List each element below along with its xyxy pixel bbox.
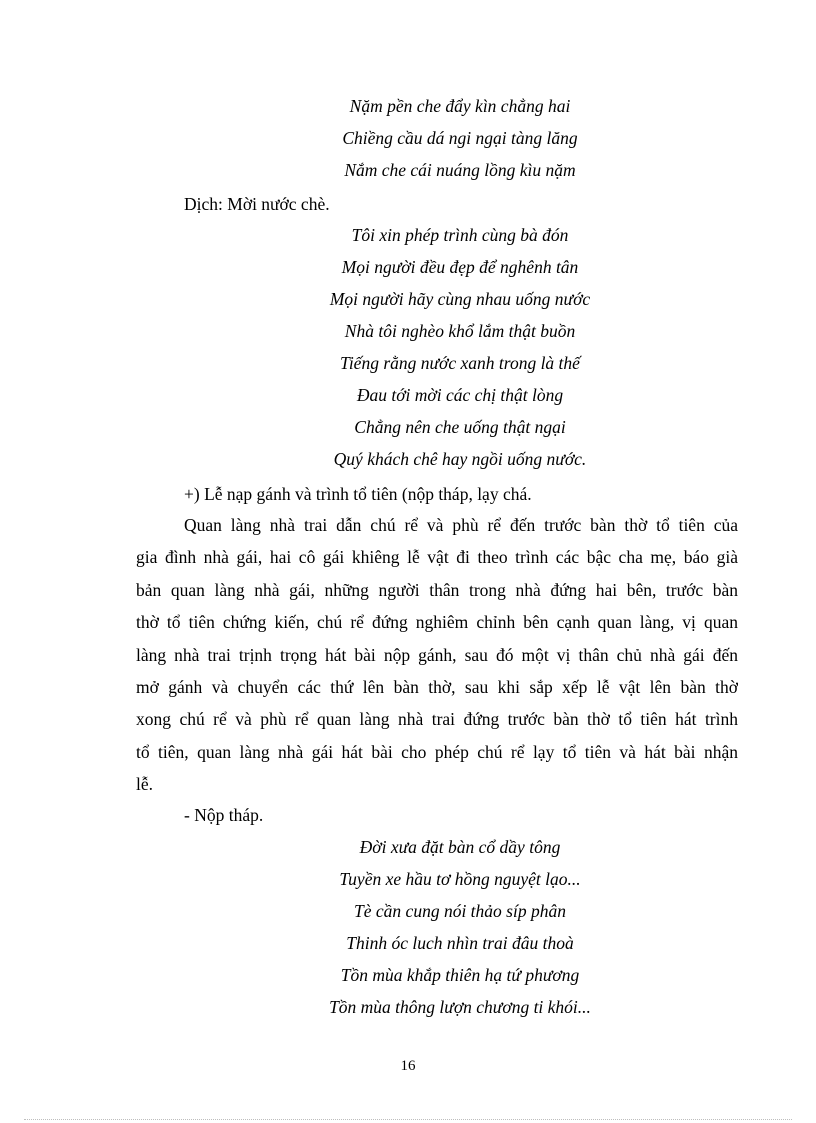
verse-bottom [160, 831, 760, 1023]
translation-label: Dịch: Mời nước chè. [184, 194, 330, 214]
verse-line: Đau tới mời các chị thật lòng [356, 385, 564, 405]
section-heading: +) Lễ nạp gánh và trình tổ tiên (nộp tháp, lạy chá. [184, 484, 532, 504]
verse-line: Tiếng rằng nước xanh trong là thế [340, 353, 580, 373]
paragraph-line: gia đình nhà gái, hai cô gái khiêng lễ vật đi theo trình các bậc cha mẹ, báo già [136, 547, 738, 568]
verse-line: Chẳng nên che uống thật ngại [354, 417, 566, 437]
paragraph-line: tổ tiên, quan làng nhà gái hát bài cho phép chú rể lạy tổ tiên và hát bài nhận [136, 741, 738, 762]
body-paragraph [136, 509, 738, 801]
verse-line: Tồn mùa thông lượn chương ti khói... [329, 997, 591, 1017]
footer-divider [24, 1119, 792, 1120]
verse-line: Mọi người đều đẹp để nghênh tân [341, 257, 579, 277]
subheading: - Nộp tháp. [184, 805, 264, 825]
paragraph-line: thờ tổ tiên chứng kiến, chú rể đứng nghiêm chỉnh bên cạnh quan làng, vị quan [136, 612, 738, 633]
verse-line: Mọi người hãy cùng nhau uống nước [329, 289, 591, 309]
verse-top [160, 90, 760, 186]
paragraph-line: xong chú rể và phù rể quan làng nhà trai đứng trước bàn thờ tổ tiên hát trình [136, 709, 738, 730]
verse-line: Thinh óc luch nhìn trai đâu thoà [346, 933, 574, 953]
verse-line: Nắm che cái nuáng lồng kìu nặm [344, 160, 576, 180]
paragraph-line: làng nhà trai trịnh trọng hát bài nộp gánh, sau đó một vị thân chủ nhà gái đến [136, 644, 738, 665]
verse-line: Tồn mùa khắp thiên hạ tứ phương [340, 965, 580, 985]
paragraph-line: lễ. [136, 774, 154, 795]
verse-line: Tôi xin phép trình cùng bà đón [351, 225, 569, 245]
page-number: 16 [400, 1058, 416, 1074]
verse-line: Nặm pền che đẩy kìn chẳng hai [349, 96, 571, 116]
verse-line: Tuyền xe hầu tơ hồng nguyệt lạo... [339, 869, 581, 889]
paragraph-line: mở gánh và chuyển các thứ lên bàn thờ, sau khi sắp xếp lễ vật lên bàn thờ [136, 676, 738, 697]
paragraph-line: Quan làng nhà trai dẫn chú rể và phù rể đến trước bàn thờ tổ tiên của [184, 515, 738, 535]
verse-translation [160, 219, 760, 475]
verse-line: Tè cần cung nói thảo síp phân [354, 901, 566, 921]
verse-line: Quý khách chê hay ngồi uống nước. [333, 449, 587, 469]
paragraph-line: bản quan làng nhà gái, những người thân trong nhà đứng hai bên, trước bàn [136, 579, 738, 600]
verse-line: Đời xưa đặt bàn cổ dầy tông [359, 837, 561, 857]
verse-line: Chiềng cầu dá ngi ngại tàng lăng [342, 128, 578, 148]
verse-line: Nhà tôi nghèo khổ lắm thật buồn [344, 321, 576, 341]
